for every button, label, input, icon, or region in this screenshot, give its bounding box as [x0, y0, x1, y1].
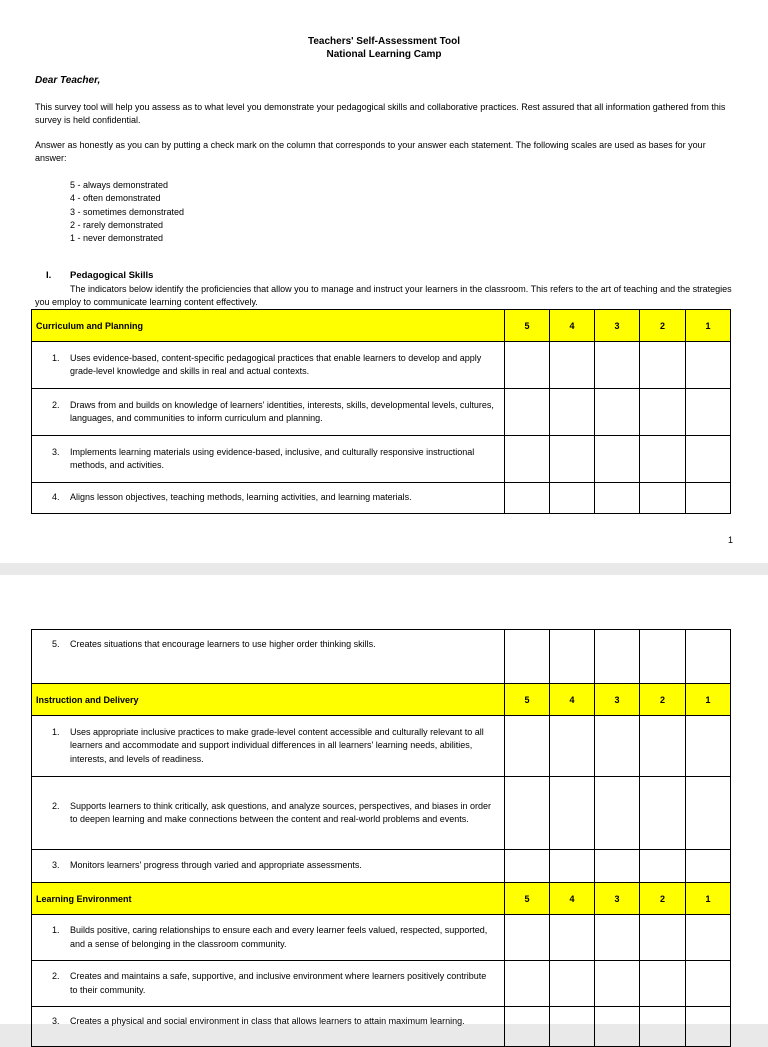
- category-heading: Curriculum and Planning: [32, 310, 505, 342]
- rating-cell-1[interactable]: [686, 483, 731, 514]
- item-text: Aligns lesson objectives, teaching methods, learning activities, and learning materials.: [70, 492, 412, 503]
- rating-cell-3[interactable]: [595, 915, 640, 961]
- indicator-cell: [32, 1007, 505, 1047]
- score-column-header: 3: [595, 883, 640, 915]
- rating-cell-4[interactable]: [550, 342, 595, 389]
- rating-cell-4[interactable]: [550, 716, 595, 777]
- rating-cell-4[interactable]: [550, 915, 595, 961]
- rating-cell-3[interactable]: [595, 850, 640, 883]
- rating-cell-5[interactable]: [505, 342, 550, 389]
- intro-paragraph-2: Answer as honestly as you can by putting a check mark on the column that corresponds to your answer each statement. The following scales are used as bases for your answer:: [35, 140, 706, 163]
- score-column-header: 3: [595, 310, 640, 342]
- item-text: Supports learners to think critically, ask questions, and analyze sources, perspectives, and biases in order to deepen learning and make connections between the content and real-world problems and events.: [70, 800, 492, 824]
- rating-cell-3[interactable]: [595, 630, 640, 684]
- item-number: 5.: [52, 639, 60, 649]
- item-number: 2.: [52, 399, 60, 410]
- table-row: [32, 630, 731, 684]
- rating-scale-list: [70, 179, 184, 245]
- rating-cell-1[interactable]: [686, 630, 731, 684]
- item-text: Implements learning materials using evidence-based, inclusive, and culturally responsive instructional methods, and activities.: [70, 446, 475, 470]
- table-row: [32, 1007, 731, 1047]
- rating-cell-5[interactable]: [505, 1007, 550, 1047]
- rating-cell-2[interactable]: [640, 630, 686, 684]
- rating-cell-2[interactable]: [640, 436, 686, 483]
- rating-cell-4[interactable]: [550, 389, 595, 436]
- rating-cell-3[interactable]: [595, 436, 640, 483]
- item-text: Creates situations that encourage learners to use higher order thinking skills.: [70, 639, 376, 649]
- scale-item: 2 - rarely demonstrated: [70, 219, 164, 230]
- rating-cell-3[interactable]: [595, 342, 640, 389]
- rating-cell-4[interactable]: [550, 1007, 595, 1047]
- rating-cell-1[interactable]: [686, 436, 731, 483]
- score-column-header: 2: [640, 310, 686, 342]
- table-header-row: [32, 310, 731, 342]
- score-column-header: 5: [505, 883, 550, 915]
- table-row: [32, 342, 731, 389]
- rating-cell-4[interactable]: [550, 483, 595, 514]
- rating-cell-2[interactable]: [640, 716, 686, 777]
- score-column-header: 4: [550, 310, 595, 342]
- score-column-header: 3: [595, 684, 640, 716]
- item-number: 3.: [52, 1016, 60, 1026]
- rating-cell-1[interactable]: [686, 777, 731, 850]
- rating-cell-2[interactable]: [640, 777, 686, 850]
- table-header-row: [32, 684, 731, 716]
- document-title: Teachers' Self-Assessment Tool: [307, 36, 461, 47]
- rating-cell-5[interactable]: [505, 389, 550, 436]
- rating-cell-1[interactable]: [686, 342, 731, 389]
- item-number: 1.: [52, 925, 60, 935]
- rating-cell-3[interactable]: [595, 483, 640, 514]
- score-column-header: 1: [686, 883, 731, 915]
- item-text: Draws from and builds on knowledge of learners' identities, interests, skills, developmental levels, cultures, languages, and communities to inform curriculum and planning.: [70, 399, 494, 423]
- indicator-cell: [32, 915, 505, 961]
- item-text: Creates a physical and social environment in class that allows learners to attain maximum learning.: [70, 1016, 465, 1026]
- item-number: 2.: [52, 971, 60, 981]
- rating-cell-1[interactable]: [686, 915, 731, 961]
- table-row: [32, 777, 731, 850]
- score-column-header: 4: [550, 883, 595, 915]
- section-title: Pedagogical Skills: [70, 270, 154, 281]
- greeting: Dear Teacher,: [35, 75, 101, 86]
- rating-cell-4[interactable]: [550, 777, 595, 850]
- rating-cell-5[interactable]: [505, 961, 550, 1007]
- score-column-header: 5: [505, 684, 550, 716]
- scale-item: 1 - never demonstrated: [70, 233, 164, 244]
- score-column-header: 2: [640, 883, 686, 915]
- indicator-cell: [32, 436, 505, 483]
- indicator-cell: [32, 777, 505, 850]
- section-number: I.: [46, 270, 52, 281]
- rating-cell-1[interactable]: [686, 1007, 731, 1047]
- rating-cell-2[interactable]: [640, 961, 686, 1007]
- item-number: 1.: [52, 352, 60, 363]
- rating-cell-2[interactable]: [640, 483, 686, 514]
- rating-cell-3[interactable]: [595, 777, 640, 850]
- rating-cell-2[interactable]: [640, 389, 686, 436]
- scale-item: 4 - often demonstrated: [70, 193, 161, 204]
- rating-cell-4[interactable]: [550, 630, 595, 684]
- rating-cell-2[interactable]: [640, 342, 686, 389]
- indicator-cell: [32, 483, 505, 514]
- score-column-header: 5: [505, 310, 550, 342]
- rating-cell-5[interactable]: [505, 850, 550, 883]
- rating-cell-5[interactable]: [505, 630, 550, 684]
- curriculum-planning-table: [31, 309, 731, 514]
- rating-cell-5[interactable]: [505, 436, 550, 483]
- rating-cell-2[interactable]: [640, 850, 686, 883]
- item-text: Monitors learners' progress through varied and appropriate assessments.: [70, 860, 362, 871]
- rating-cell-2[interactable]: [640, 1007, 686, 1047]
- rating-cell-1[interactable]: [686, 716, 731, 777]
- item-number: 4.: [52, 492, 60, 503]
- item-text: Creates and maintains a safe, supportive, and inclusive environment where learners positively contribute to their community.: [70, 971, 487, 995]
- table-row: [32, 850, 731, 883]
- item-number: 3.: [52, 446, 60, 457]
- rating-cell-4[interactable]: [550, 961, 595, 1007]
- document-page-2: [0, 575, 768, 1024]
- table-row: [32, 961, 731, 1007]
- table-header-row: [32, 883, 731, 915]
- score-column-header: 2: [640, 684, 686, 716]
- indicator-cell: [32, 716, 505, 777]
- rating-cell-3[interactable]: [595, 389, 640, 436]
- rating-cell-4[interactable]: [550, 850, 595, 883]
- rating-cell-5[interactable]: [505, 915, 550, 961]
- rating-cell-1[interactable]: [686, 850, 731, 883]
- item-text: Uses evidence-based, content-specific pedagogical practices that enable learners to develop and apply grade-level knowledge and skills in real and actual contexts.: [70, 352, 482, 376]
- scale-item: 5 - always demonstrated: [70, 180, 169, 190]
- table-row: [32, 915, 731, 961]
- section-description: The indicators below identify the proficiencies that allow you to manage and instruct your learners in the classroom. This refers to the art of teaching and the strategies you employ to communicate learning content effectively.: [35, 284, 732, 307]
- item-number: 2.: [52, 800, 60, 811]
- category-heading: Learning Environment: [32, 883, 505, 915]
- indicator-cell: [32, 961, 505, 1007]
- rating-cell-3[interactable]: [595, 716, 640, 777]
- item-text: Builds positive, caring relationships to ensure each and every learner feels valued, respected, supported, and a sense of belonging in the classroom community.: [70, 925, 488, 949]
- page-number: 1: [728, 535, 734, 545]
- table-row: [32, 716, 731, 777]
- rating-cell-3[interactable]: [595, 1007, 640, 1047]
- indicator-cell: [32, 342, 505, 389]
- rating-cell-2[interactable]: [640, 915, 686, 961]
- category-heading: Instruction and Delivery: [32, 684, 505, 716]
- scale-item: 3 - sometimes demonstrated: [70, 206, 185, 217]
- table-row: [32, 436, 731, 483]
- assessment-table-continued: [31, 629, 731, 1047]
- table-row: [32, 483, 731, 514]
- rating-cell-5[interactable]: [505, 777, 550, 850]
- item-number: 3.: [52, 860, 60, 871]
- rating-cell-1[interactable]: [686, 389, 731, 436]
- indicator-cell: [32, 389, 505, 436]
- score-column-header: 4: [550, 684, 595, 716]
- item-text: Uses appropriate inclusive practices to make grade-level content accessible and culturally relevant to all learners and accommodate and support individual differences in all learners' learning needs, abilities, interests, and levels of readiness.: [70, 726, 484, 764]
- rating-cell-5[interactable]: [505, 716, 550, 777]
- indicator-cell: [32, 850, 505, 883]
- score-column-header: 1: [686, 310, 731, 342]
- score-column-header: 1: [686, 684, 731, 716]
- table-row: [32, 389, 731, 436]
- intro-paragraph-1: This survey tool will help you assess as to what level you demonstrate your pedagogical skills and collaborative practices. Rest assured that all information gathered from this survey is held confidential.: [35, 102, 726, 125]
- rating-cell-3[interactable]: [595, 961, 640, 1007]
- indicator-cell: [32, 630, 505, 684]
- rating-cell-1[interactable]: [686, 961, 731, 1007]
- document-subtitle: National Learning Camp: [326, 49, 442, 60]
- rating-cell-5[interactable]: [505, 483, 550, 514]
- rating-cell-4[interactable]: [550, 436, 595, 483]
- item-number: 1.: [52, 726, 60, 737]
